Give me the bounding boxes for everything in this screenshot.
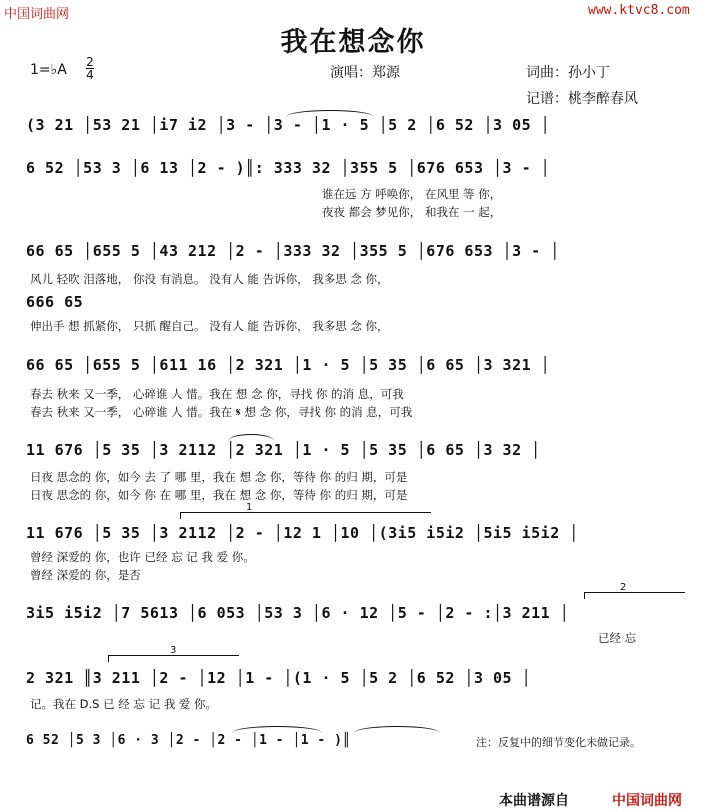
lyric-row-6-verse-1: 曾经 深爱的 你，也许 已经 忘 记 我 爱 你。 <box>30 550 255 564</box>
volta-3 <box>108 655 239 662</box>
meter-top: 2 <box>86 55 94 69</box>
watermark-top-right[interactable]: www.ktvc8.com <box>588 3 690 18</box>
tie <box>232 726 322 733</box>
lyric-row-7: 已经 忘 <box>598 631 637 645</box>
notation-row-7: 3i5 i5i2 │7 5613 │6 053 │53 3 │6 · 12 │5 - │2 - :│3 211 │ <box>26 604 570 622</box>
footnote: 注：反复中的细节变化未做记录。 <box>476 736 641 749</box>
volta-3-label: 3 <box>170 645 177 656</box>
notation-row-2: 6 52 │53 3 │6 13 │2 - )║: 333 32 │355 5 │676 653 │3 - │ <box>26 159 551 177</box>
watermark-top-left: 中国词曲网 <box>4 7 70 22</box>
volta-2-label: 2 <box>620 582 627 593</box>
notation-row-6: 11 676 │5 35 │3 2112 │2 - │12 1 │10 │(3i5 i5i2 │5i5 i5i2 │ <box>26 524 579 542</box>
watermark-bottom-left: 本曲谱源自 <box>499 793 569 809</box>
lyricist: 词曲：孙小丁 <box>526 65 610 81</box>
notation-row-9: 6 52 │5 3 │6 · 3 │2 - │2 - │1 - │1 - )║ <box>26 733 351 748</box>
notation-row-4: 66 65 │655 5 │611 16 │2 321 │1 · 5 │5 35 │6 65 │3 321 │ <box>26 356 551 374</box>
notation-row-3: 66 65 │655 5 │43 212 │2 - │333 32 │355 5 │676 653 │3 - │ <box>26 242 560 260</box>
song-title: 我在想念你 <box>280 27 426 58</box>
volta-2 <box>584 592 685 599</box>
notation-row-3b: 666 65 <box>26 293 84 311</box>
transcriber: 记谱：桃李醉春风 <box>526 91 638 107</box>
lyric-row-2-verse-1: 谁在远 方 呼唤你， 在风里 等 你， <box>322 187 502 201</box>
lyric-row-8: 记。我在 D.S 已 经 忘 记 我 爱 你。 <box>30 697 218 711</box>
lyric-row-4-verse-2: 春去 秋来 又一季， 心碎谁 人 惜。我在 𝄋 想 念 你，寻找 你 的消 息，可我 <box>30 405 413 419</box>
lyric-row-4-verse-1: 春去 秋来 又一季， 心碎谁 人 惜。我在 想 念 你，寻找 你 的消 息，可我 <box>30 387 404 401</box>
lyric-row-3b: 伸出手 想 抓紧你， 只抓 醒自己。 没有人 能 告诉你， 我多思 念 你， <box>30 319 389 333</box>
lyric-row-2-verse-2: 夜夜 都会 梦见你， 和我在 一 起， <box>322 205 502 219</box>
time-signature <box>86 56 94 81</box>
tie <box>354 726 440 733</box>
lyric-row-5-verse-2: 日夜 思念的 你，如今 你 在 哪 里，我在 想 念 你，等待 你 的归 期，可是 <box>30 488 408 502</box>
notation-row-5: 11 676 │5 35 │3 2112 │2 321 │1 · 5 │5 35 │6 65 │3 32 │ <box>26 441 541 459</box>
lyric-row-3: 风儿 轻吹 泪落地， 你没 有消息。 没有人 能 告诉你， 我多思 念 你， <box>30 272 389 286</box>
watermark-bottom-right: 中国词曲网 <box>612 793 682 809</box>
singer: 演唱：郑源 <box>330 65 400 81</box>
slur <box>228 434 274 441</box>
volta-1-label: 1 <box>246 502 253 513</box>
notation-row-1: (3 21 │53 21 │i7 i2 │3 - │3 - │1 · 5 │5 2 │6 52 │3 05 │ <box>26 116 551 134</box>
notation-row-8: 2 321 ║3 211 │2 - │12 │1 - │(1 · 5 │5 2 │6 52 │3 05 │ <box>26 669 532 687</box>
lyric-row-6-verse-2: 曾经 深爱的 你，是否 <box>30 568 141 582</box>
lyric-row-5-verse-1: 日夜 思念的 你，如今 去 了 哪 里，我在 想 念 你，等待 你 的归 期，可是 <box>30 470 408 484</box>
key-signature: 1=♭A <box>30 62 67 78</box>
volta-1 <box>180 512 431 519</box>
meter-bottom: 4 <box>86 68 94 82</box>
